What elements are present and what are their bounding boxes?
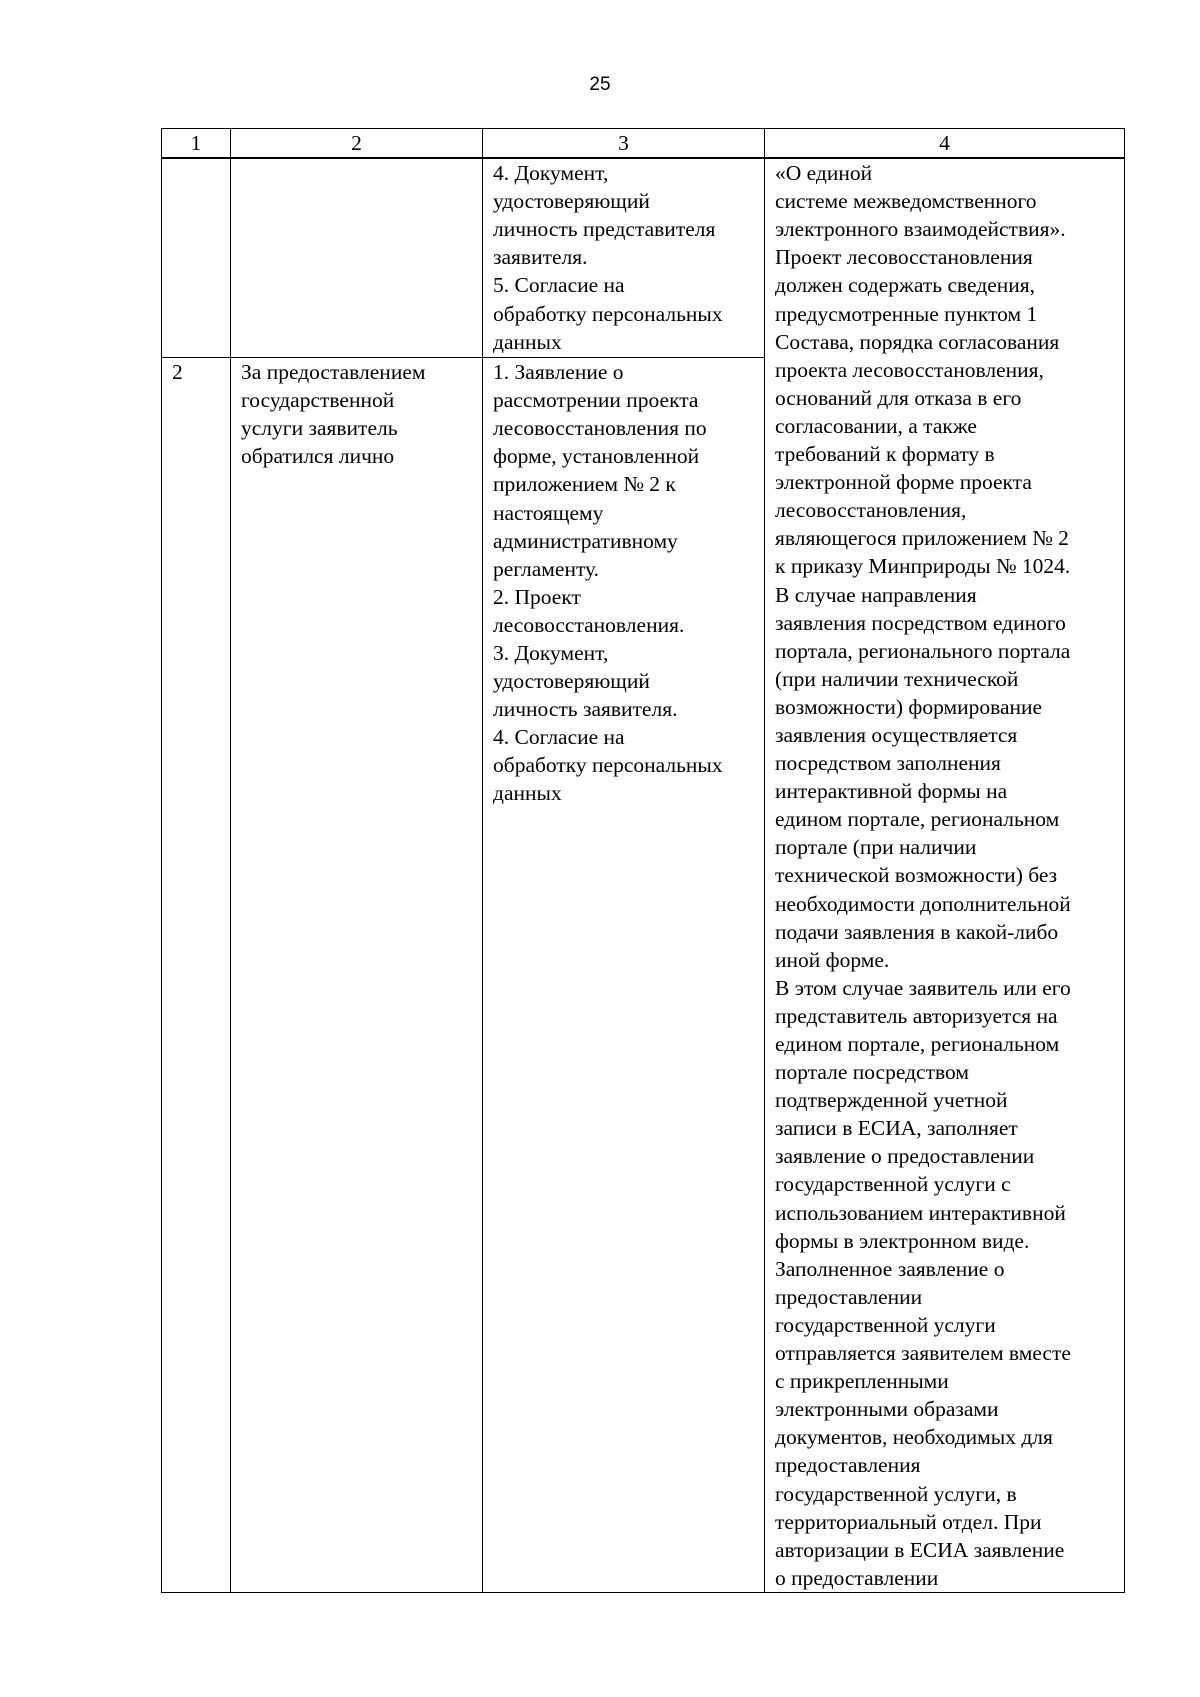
text-line: 5. Согласие на	[493, 273, 625, 298]
text-line: к приказу Минприроды № 1024.	[775, 554, 1071, 579]
text-line: документов, необходимых для	[775, 1425, 1053, 1450]
text-line: «О единой	[775, 161, 873, 186]
text-line: государственной	[241, 388, 395, 413]
text-line: авторизации в ЕСИА заявление	[775, 1537, 1065, 1562]
text-line: проекта лесовосстановления,	[775, 357, 1044, 382]
row-number-cell	[162, 158, 231, 357]
text-line: электронными образами	[775, 1397, 999, 1422]
text-line: удостоверяющий	[493, 189, 650, 214]
text-line: государственной услуги	[775, 1312, 996, 1337]
text-line: 4. Документ,	[493, 161, 609, 186]
text-line: данных	[493, 329, 562, 354]
text-line: 2. Проект	[493, 584, 581, 609]
text-line: должен содержать сведения,	[775, 273, 1036, 298]
text-line: регламенту.	[493, 556, 600, 581]
text-line: необходимости дополнительной	[775, 891, 1071, 916]
header-cell-2: 2	[231, 129, 483, 159]
text-line: являющегося приложением № 2	[775, 526, 1069, 551]
text-line: использованием интерактивной	[775, 1200, 1066, 1225]
text-line: приложением № 2 к	[493, 472, 676, 497]
text-line: оснований для отказа в его	[775, 385, 1022, 410]
header-cell-1: 1	[162, 129, 231, 159]
text-line: данных	[493, 781, 562, 806]
text-line: электронной форме проекта	[775, 470, 1032, 495]
text-line: настоящему	[493, 500, 604, 525]
text-line: 1. Заявление о	[493, 360, 624, 385]
text-line: государственной услуги, в	[775, 1481, 1017, 1506]
text-line: отправляется заявителем вместе	[775, 1341, 1071, 1366]
header-cell-4: 4	[765, 129, 1125, 159]
text-line: Состава, порядка согласования	[775, 329, 1060, 354]
text-line: предоставления	[775, 1453, 921, 1478]
text-line: едином портале, региональном	[775, 1032, 1060, 1056]
text-line: Проект лесовосстановления	[775, 245, 1033, 270]
text-line: подачи заявления в какой-либо	[775, 919, 1059, 944]
text-line: удостоверяющий	[493, 669, 650, 694]
table-header-row	[162, 129, 1125, 159]
text-line: лесовосстановления,	[775, 498, 967, 523]
text-line: В случае направления	[775, 582, 977, 607]
text-line: форме, установленной	[493, 444, 700, 469]
text-line: заявления посредством единого	[775, 610, 1066, 635]
text-line: личность представителя	[493, 217, 716, 242]
text-line: Заполненное заявление о	[775, 1256, 1005, 1281]
text-line: рассмотрении проекта	[493, 388, 699, 413]
text-line: заявителя.	[493, 245, 588, 270]
text-line: интерактивной формы на	[775, 779, 1008, 804]
header-cell-3: 3	[483, 129, 765, 159]
text-line: подтвержденной учетной	[775, 1088, 1008, 1113]
documents-cell	[483, 158, 765, 357]
text-line: иной форме.	[775, 947, 890, 972]
text-line: заявления осуществляется	[775, 722, 1018, 747]
text-line: представитель авторизуется на	[775, 1003, 1058, 1028]
text-line: предусмотренные пунктом 1	[775, 301, 1038, 326]
text-line: возможности) формирование	[775, 694, 1043, 719]
text-line: портале посредством	[775, 1060, 969, 1085]
text-line: административному	[493, 528, 678, 553]
text-line: посредством заполнения	[775, 751, 1001, 776]
text-line: едином портале, региональном	[775, 807, 1060, 832]
text-line: лесовосстановления.	[493, 612, 685, 637]
text-line: электронного взаимодействия».	[775, 217, 1066, 242]
text-line: услуги заявитель	[241, 416, 398, 441]
text-line: заявление о предоставлении	[775, 1144, 1035, 1169]
condition-cell	[231, 158, 483, 357]
text-line: записи в ЕСИА, заполняет	[775, 1116, 1018, 1141]
table-row	[162, 158, 1125, 357]
document-table	[161, 128, 1125, 1593]
notes-cell	[765, 158, 1125, 1592]
condition-cell	[231, 358, 483, 1593]
text-line: обработку персональных	[493, 301, 723, 326]
text-line: территориальный отдел. При	[775, 1509, 1042, 1534]
text-line: За предоставлением	[241, 360, 426, 385]
text-line: предоставлении	[775, 1284, 923, 1309]
text-line: 4. Согласие на	[493, 725, 625, 750]
page-number: 25	[589, 74, 611, 95]
row-number-cell: 2	[162, 358, 231, 1593]
text-line: лесовосстановления по	[493, 416, 707, 441]
text-line: государственной услуги с	[775, 1172, 1011, 1197]
text-line: В этом случае заявитель или его	[775, 975, 1071, 1000]
text-line: (при наличии технической	[775, 666, 1019, 691]
text-line: обработку персональных	[493, 753, 723, 778]
text-line: портала, регионального портала	[775, 638, 1071, 663]
text-line: согласовании, а также	[775, 413, 977, 438]
text-line: требований к формату в	[775, 442, 995, 467]
text-line: системе межведомственного	[775, 189, 1037, 214]
text-line: личность заявителя.	[493, 697, 678, 722]
text-line: технической возможности) без	[775, 863, 1058, 888]
text-line: о предоставлении	[775, 1565, 939, 1590]
text-line: формы в электронном виде.	[775, 1228, 1030, 1253]
text-line: обратился лично	[241, 444, 395, 469]
documents-cell	[483, 358, 765, 1593]
text-line: 3. Документ,	[493, 640, 609, 665]
text-line: с прикрепленными	[775, 1369, 949, 1394]
text-line: портале (при наличии	[775, 835, 977, 860]
